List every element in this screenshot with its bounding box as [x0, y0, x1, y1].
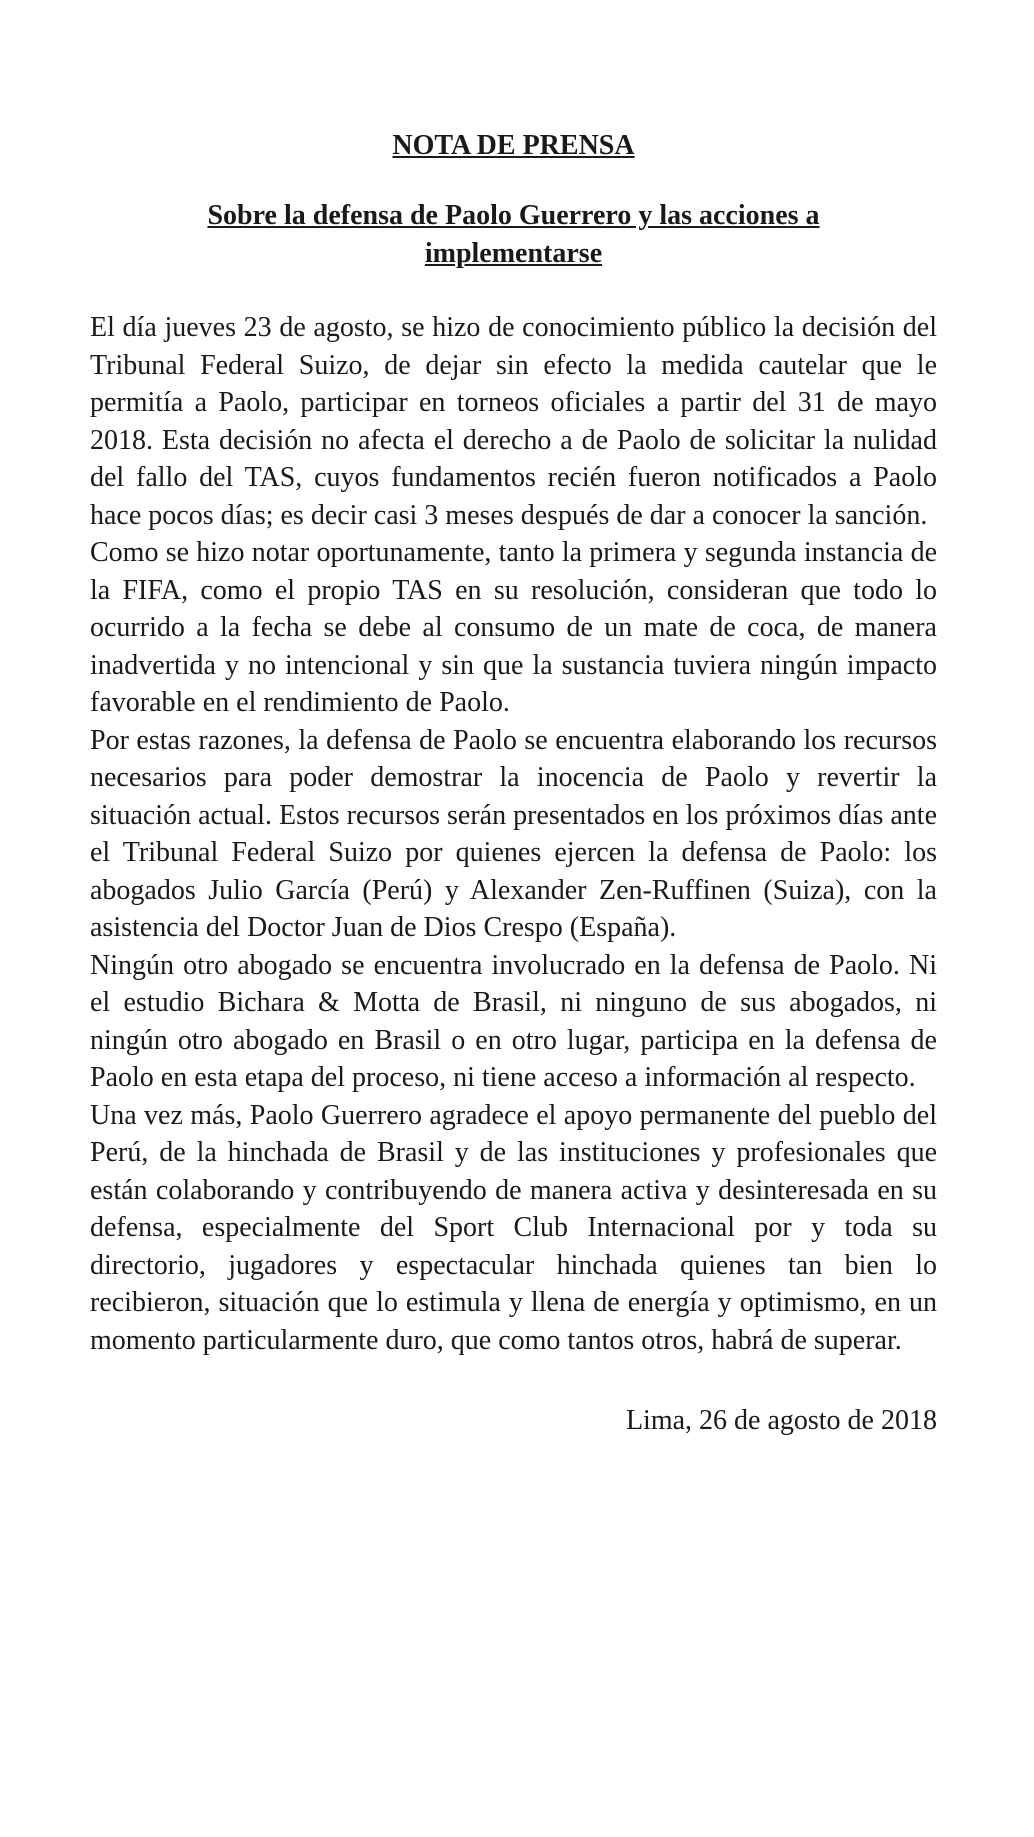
press-release-document [90, 128, 937, 1439]
document-subtitle: Sobre la defensa de Paolo Guerrero y las acciones a implementarse [207, 200, 820, 269]
paragraph-lawyers-clarification: Ningún otro abogado se encuentra involucrado en la defensa de Paolo. Ni el estudio Bichara & Motta de Brasil, ni ninguno de sus abogados, ni ningún otro abogado en Brasil o en otro lugar, participa en la defensa de Paolo en esta etapa del proceso, ni tiene acceso a información al respecto. [90, 949, 937, 1093]
place-date-signature: Lima, 26 de agosto de 2018 [625, 1405, 937, 1436]
paragraph-defense-plan: Por estas razones, la defensa de Paolo se encuentra elaborando los recursos necesarios para poder demostrar la inocencia de Paolo y revertir la situación actual. Estos recursos serán presentados en los próximos días ante el Tribunal Federal Suizo por quienes ejercen la defensa de Paolo: los abogados Julio García (Perú) y Alexander Zen-Ruffinen (Suiza), con la asistencia del Doctor Juan de Dios Crespo (España). [90, 724, 937, 943]
paragraph-announcement: El día jueves 23 de agosto, se hizo de conocimiento público la decisión del Tribunal Federal Suizo, de dejar sin efecto la medida cautelar que le permitía a Paolo, participar en torneos oficiales a partir del 31 de mayo 2018. Esta decisión no afecta el derecho a de Paolo de solicitar la nulidad del fallo del TAS, cuyos fundamentos recién fueron notificados a Paolo hace pocos días; es decir casi 3 meses después de dar a conocer la sanción. [90, 312, 937, 531]
document-body [90, 309, 937, 1359]
paragraph-context: Como se hizo notar oportunamente, tanto la primera y segunda instancia de la FIFA, como el propio TAS en su resolución, consideran que todo lo ocurrido a la fecha se debe al consumo de un mate de coca, de manera inadvertida y no intencional y sin que la sustancia tuviera ningún impacto favorable en el rendimiento de Paolo. [90, 537, 937, 718]
document-title: NOTA DE PRENSA [392, 130, 635, 161]
paragraph-acknowledgements: Una vez más, Paolo Guerrero agradece el apoyo permanente del pueblo del Perú, de la hinchada de Brasil y de las instituciones y profesionales que están colaborando y contribuyendo de manera activa y desinteresada en su defensa, especialmente del Sport Club Internacional por y toda su directorio, jugadores y espectacular hinchada quienes tan bien lo recibieron, situación que lo estimula y llena de energía y optimismo, en un momento particularmente duro, que como tantos otros, habrá de superar. [90, 1099, 937, 1356]
